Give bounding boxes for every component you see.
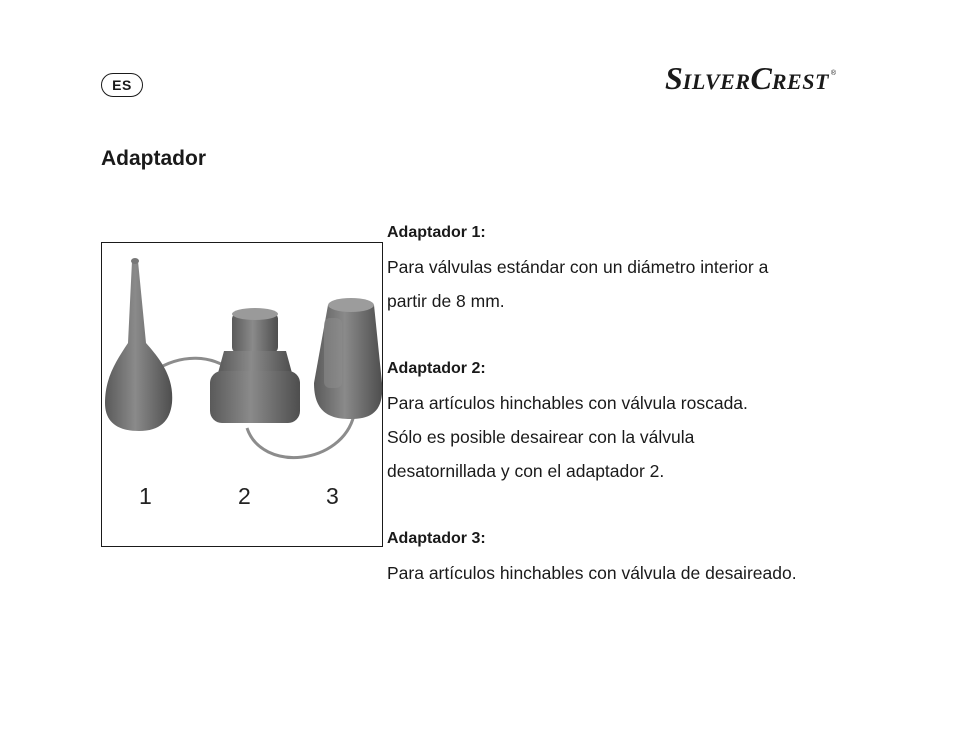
section-2-line-3: desatornillada y con el adaptador 2. (387, 461, 665, 481)
brand-initial-2: C (750, 60, 772, 96)
figure-label-2: 2 (238, 483, 251, 509)
section-heading-3: Adaptador 3: (387, 530, 486, 547)
section-1-line-1: Para válvulas estándar con un diámetro interior a (387, 257, 769, 277)
adapter-2-shape (210, 308, 300, 423)
registered-mark: ® (830, 70, 837, 77)
section-heading-2: Adaptador 2: (387, 360, 486, 377)
adapter-figure (101, 242, 383, 547)
section-1-line-2: partir de 8 mm. (387, 291, 505, 311)
section-heading-1: Adaptador 1: (387, 224, 486, 241)
page-title: Adaptador (101, 147, 206, 170)
adapter-3-shape (314, 298, 382, 419)
section-3-line-1: Para artículos hinchables con válvula de desaireado. (387, 563, 797, 583)
spacer (387, 488, 857, 522)
brand-initial-1: S (665, 60, 683, 96)
brand-part-1: ILVER (682, 69, 751, 94)
brand-logo (665, 62, 836, 94)
description-column (387, 216, 857, 590)
adapter-1-shape (105, 258, 172, 431)
spacer (387, 318, 857, 352)
figure-label-1: 1 (139, 483, 152, 509)
brand-part-2: REST (771, 69, 829, 94)
language-badge: ES (101, 73, 143, 97)
figure-label-3: 3 (326, 483, 339, 509)
section-2-line-2: Sólo es posible desairear con la válvula (387, 427, 695, 447)
section-2-line-1: Para artículos hinchables con válvula roscada. (387, 393, 748, 413)
